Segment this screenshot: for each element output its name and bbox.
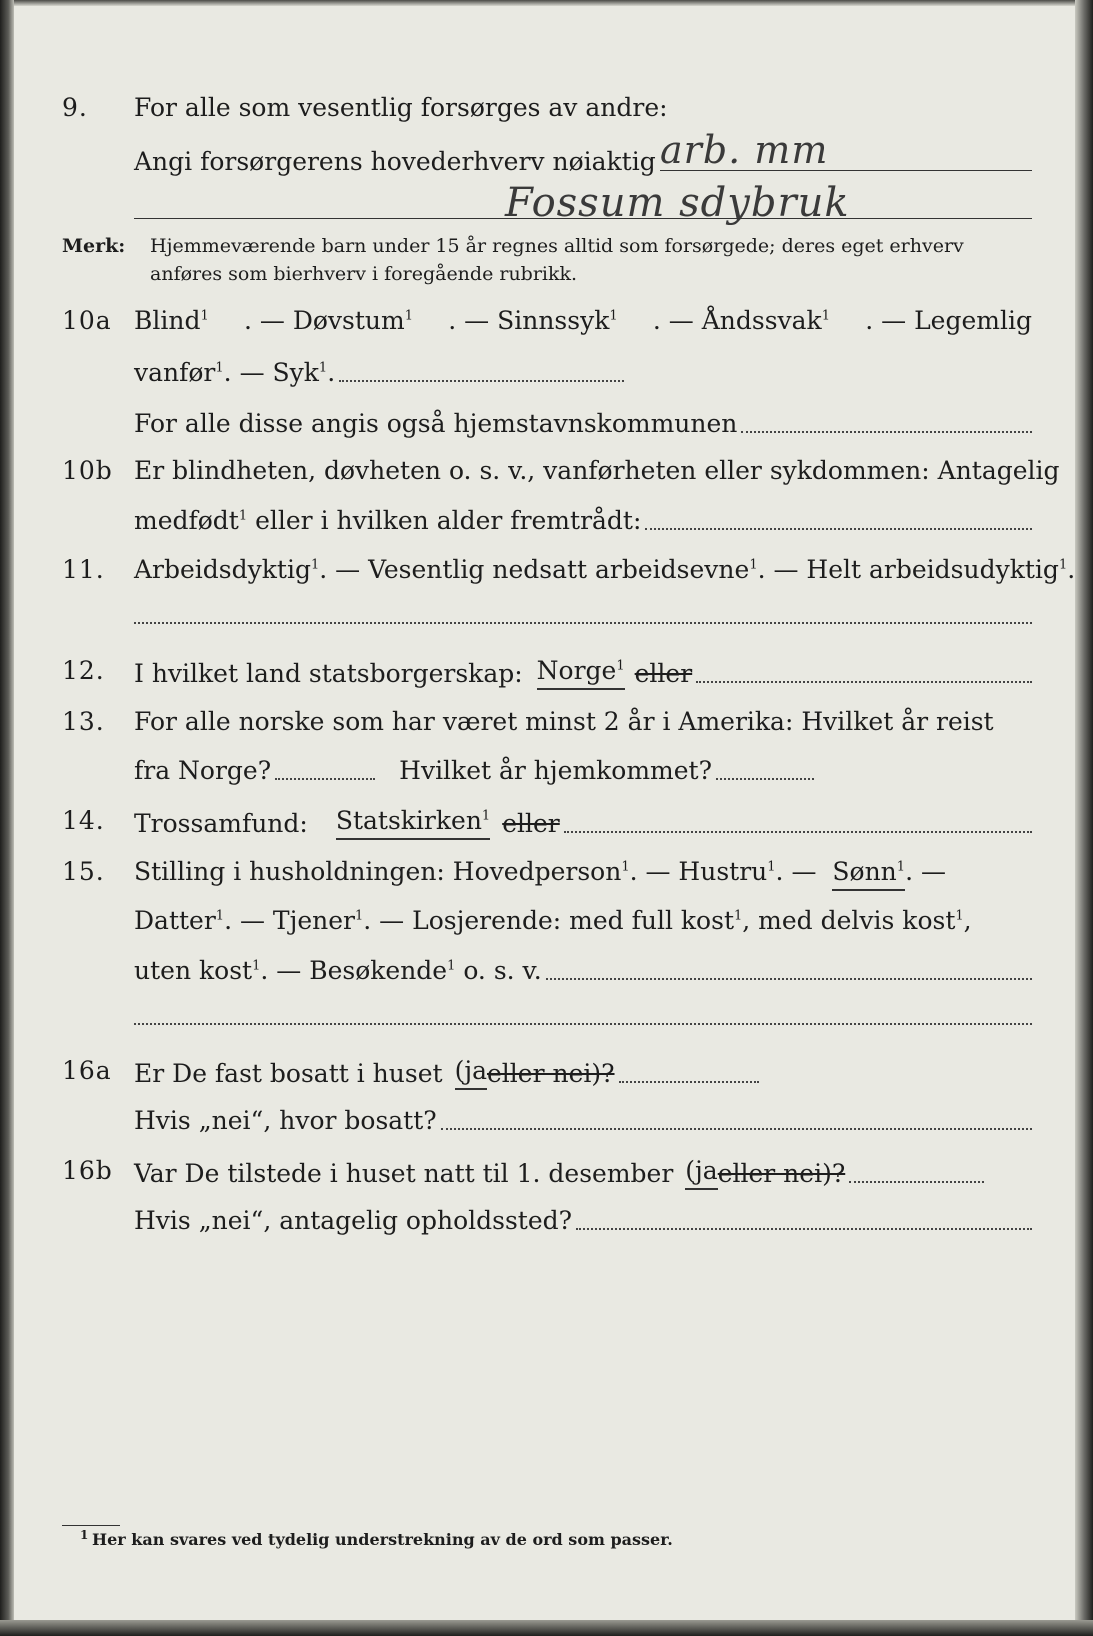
underlined-choice-norge: Norge$^1$ [537, 655, 625, 690]
question-number: 10a [62, 306, 112, 335]
answer-line [134, 218, 1032, 219]
answer-line [849, 1181, 984, 1183]
answer-line [696, 681, 1032, 683]
answer-line [741, 431, 1032, 433]
footnote [80, 1528, 673, 1549]
footnote-text: Her kan svares ved tydelig understrekning av de ord som passer. [92, 1530, 673, 1549]
underlined-choice-statskirken: Statskirken$^1$ [336, 805, 490, 840]
answer-line [564, 831, 1032, 833]
question-number: 16b [62, 1156, 113, 1185]
answer-line [716, 778, 814, 780]
footnote-number: 1 [80, 1528, 89, 1542]
option-legemlig: . — Legemlig [865, 306, 1032, 335]
question-number: 11. [62, 555, 105, 584]
answer-line [645, 528, 1032, 530]
answer-line [275, 778, 375, 780]
question-number: 9. [62, 93, 88, 122]
question-10b-line-1: Er blindheten, døvheten o. s. v., vanførheten eller sykdommen: Antagelig [134, 456, 1060, 485]
question-number: 14. [62, 806, 105, 835]
handwritten-answer-occupation: arb. mm [660, 128, 829, 172]
answer-line [546, 978, 1032, 980]
underlined-choice-ja: (ja [455, 1055, 487, 1090]
handwritten-answer-employer: Fossum sdybruk [505, 180, 850, 226]
answer-line [339, 380, 624, 382]
answer-line [134, 1023, 1032, 1025]
scan-edge-left [0, 0, 14, 1636]
option-sinnssyk: . — Sinnssyk$^1$ [448, 306, 618, 335]
scan-edge-bottom [0, 1620, 1093, 1636]
question-number: 12. [62, 656, 105, 685]
answer-line [441, 1128, 1032, 1130]
scan-edge-right [1075, 0, 1093, 1636]
struck-word: eller [634, 659, 693, 688]
hjemstavn-prompt: For alle disse angis også hjemstavnskommunen [134, 409, 738, 438]
question-number: 15. [62, 857, 105, 886]
question-number: 13. [62, 707, 105, 736]
scan-edge-top [0, 0, 1093, 6]
question-9-prompt: Angi forsørgerens hovederhverv nøiaktig [134, 147, 656, 176]
struck-phrase: eller nei)? [486, 1059, 615, 1088]
question-number: 16a [62, 1056, 112, 1085]
note-label: Merk: [62, 235, 126, 257]
answer-line [576, 1228, 1032, 1230]
underlined-choice-ja: (ja [685, 1155, 717, 1190]
answer-line [134, 622, 1032, 624]
struck-phrase: eller nei)? [717, 1159, 846, 1188]
option-vanfor: vanfør$^1$. — Syk$^1$. [134, 358, 336, 387]
question-9-line-1: For alle som vesentlig forsørges av andre: [134, 93, 668, 122]
underlined-choice-sonn: Sønn$^1$ [832, 856, 905, 891]
struck-word: eller [502, 809, 560, 838]
option-dovstum: . — Døvstum$^1$ [243, 306, 414, 335]
question-number: 10b [62, 456, 113, 485]
option-blind: Blind$^1$ [134, 306, 209, 335]
medfodt-prompt: medfødt$^1$ eller i hvilken alder fremtrådt: [134, 506, 642, 535]
note-line-1: Hjemmeværende barn under 15 år regnes alltid som forsørgede; deres eget erhverv [150, 235, 964, 257]
census-form-page: 9. For alle som vesentlig forsørges av andre: Angi forsørgerens hovederhverv nøiaktig arb. mm Fossum sdybruk Merk: Hjemmeværende barn under 15 år regnes alltid som forsørgede; deres eget erhverv anføres som bierhverv i foregående rubrikk. 10a Blind$^1$ . — Døvstum$^1$ . — Sinnssyk$^1$ . — Åndssvak$^1$ . — Legemlig vanfør$^1$. — Syk$^1$. For alle disse angis også hjemstavnskommunen 10b Er blindheten, døvheten o. s. v., vanførheten eller sykdommen: Antagelig medfødt$^1$ eller i hvilken alder fremtrådt: 11. Arbeidsdyktig$^1$. — Vesentlig nedsatt arbeidsevne$^1$. — Helt arbeidsudyktig$^1$. 12. I hvilket land statsborgerskap: Norge$^1$ eller 13. For alle norske som har været minst 2 år i Amerika: Hvilket år reist fra Norge? Hvilket år hjemkommet? 14. Trossamfund: Statskirken$^1$ eller 15. Stilling i husholdningen: Hovedperson$^1$. — Hustru$^1$. — Sønn$^1$. — Datter$^1$. — Tjener$^1$. — Losjerende: med full kost$^1$, med delvis kost$^1$, uten kost$^1$. — Besøkende$^1$ o. s. v. 16a Er De fast bosatt i huset (ja eller nei)? Hvis „nei“, hvor bosatt? 16b Var De tilstede i huset natt til 1. desember (ja eller nei)? Hvis „nei“, antagelig opholdssted? 1 Her kan svares ved tydelig understrekning av de ord som passer. [0, 0, 1093, 1636]
question-13-line-1: For alle norske som har været minst 2 år i Amerika: Hvilket år reist [134, 707, 994, 736]
option-andssvak: . — Åndssvak$^1$ [652, 306, 830, 335]
note-line-2: anføres som bierhverv i foregående rubrikk. [150, 263, 578, 285]
answer-line [619, 1081, 759, 1083]
footnote-rule [62, 1525, 120, 1526]
